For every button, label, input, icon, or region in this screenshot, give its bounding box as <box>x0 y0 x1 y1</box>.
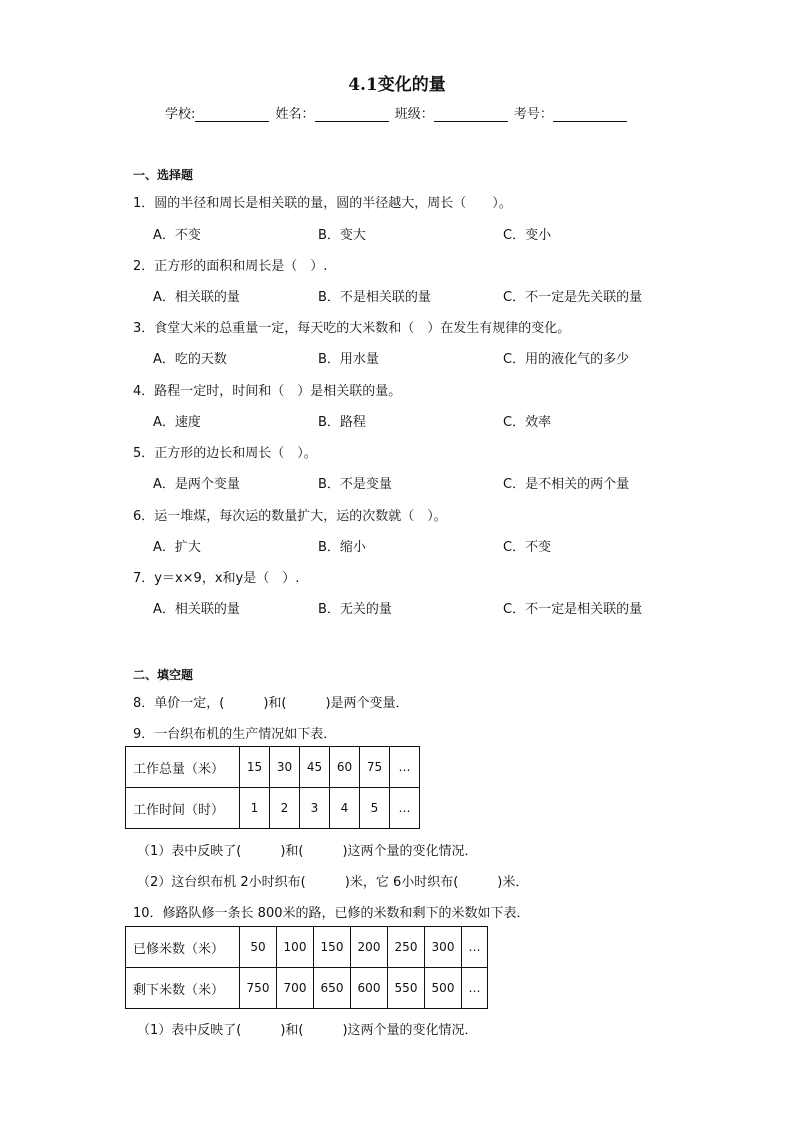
option-b: B．无关的量 <box>318 602 392 617</box>
table-cell: 30 <box>270 747 300 788</box>
option-a: A．相关联的量 <box>153 602 240 617</box>
row-header: 工作总量（米） <box>126 747 240 788</box>
table-cell: 1 <box>240 788 270 829</box>
option-b: B．缩小 <box>318 540 366 555</box>
option-a: A．不变 <box>153 228 201 243</box>
question-stem: 1．圆的半径和周长是相关联的量，圆的半径越大，周长（ ）。 <box>133 196 512 211</box>
table-cell: 5 <box>360 788 390 829</box>
question-stem: 4．路程一定时，时间和（ ）是相关联的量。 <box>133 384 402 399</box>
table-cell: 700 <box>277 968 314 1009</box>
table-row <box>126 927 488 968</box>
production-table <box>125 746 420 829</box>
page-title: 4.1变化的量 <box>348 75 446 95</box>
table-cell: 200 <box>351 927 388 968</box>
road-table <box>125 926 488 1009</box>
section-title-fill: 二、填空题 <box>133 668 194 682</box>
option-a: A．吃的天数 <box>153 352 227 367</box>
option-a: A．是两个变量 <box>153 477 240 492</box>
question-stem: 2．正方形的面积和周长是（ ）. <box>133 259 328 274</box>
table-row <box>126 788 420 829</box>
option-b: B．用水量 <box>318 352 379 367</box>
school-label: 学校: <box>165 107 196 122</box>
option-c: C．变小 <box>503 228 552 243</box>
question-9-part-2: （2）这台织布机 2小时织布( )米，它 6小时织布( )米． <box>137 875 529 890</box>
table-cell: 100 <box>277 927 314 968</box>
table-row <box>126 747 420 788</box>
option-c: C．效率 <box>503 415 552 430</box>
table-cell: 250 <box>388 927 425 968</box>
name-label: 姓名： <box>275 107 315 122</box>
question-9-part-1: （1）表中反映了( )和( )这两个量的变化情况． <box>137 844 478 859</box>
table-cell: 300 <box>425 927 462 968</box>
option-a: A．相关联的量 <box>153 290 240 305</box>
table-cell: 50 <box>240 927 277 968</box>
number-label: 考号： <box>513 107 553 122</box>
table-cell: 150 <box>314 927 351 968</box>
table-cell: … <box>390 788 420 829</box>
table-cell: 600 <box>351 968 388 1009</box>
class-blank[interactable] <box>434 109 508 122</box>
option-c: C．用的液化气的多少 <box>503 352 630 367</box>
option-b: B．变大 <box>318 228 366 243</box>
question-8: 8．单价一定，( )和( )是两个变量． <box>133 696 409 711</box>
row-header: 已修米数（米） <box>126 927 240 968</box>
option-c: C．不变 <box>503 540 552 555</box>
option-a: A．速度 <box>153 415 201 430</box>
table-cell: 60 <box>330 747 360 788</box>
question-9: 9．一台织布机的生产情况如下表． <box>133 727 337 742</box>
table-row <box>126 968 488 1009</box>
option-b: B．不是相关联的量 <box>318 290 431 305</box>
class-label: 班级： <box>394 107 434 122</box>
table-cell: 500 <box>425 968 462 1009</box>
table-cell: … <box>462 968 488 1009</box>
row-header: 剩下米数（米） <box>126 968 240 1009</box>
table-cell: … <box>462 927 488 968</box>
table-cell: 4 <box>330 788 360 829</box>
question-stem: 5．正方形的边长和周长（ ）。 <box>133 446 317 461</box>
table-cell: 45 <box>300 747 330 788</box>
school-blank[interactable] <box>195 109 269 122</box>
question-stem: 7．y＝x×9，x和y是（ ）. <box>133 571 300 586</box>
option-c: C．不一定是先关联的量 <box>503 290 643 305</box>
question-10-part-1: （1）表中反映了( )和( )这两个量的变化情况． <box>137 1023 478 1038</box>
question-stem: 6．运一堆煤，每次运的数量扩大，运的次数就（ ）。 <box>133 509 447 524</box>
table-cell: … <box>390 747 420 788</box>
name-blank[interactable] <box>315 109 389 122</box>
student-info-line <box>165 103 629 122</box>
option-c: C．不一定是相关联的量 <box>503 602 643 617</box>
option-b: B．不是变量 <box>318 477 392 492</box>
option-b: B．路程 <box>318 415 366 430</box>
table-cell: 2 <box>270 788 300 829</box>
question-stem: 3．食堂大米的总重量一定，每天吃的大米数和（ ）在发生有规律的变化。 <box>133 321 571 336</box>
table-cell: 550 <box>388 968 425 1009</box>
table-cell: 75 <box>360 747 390 788</box>
question-10: 10．修路队修一条长 800米的路，已修的米数和剩下的米数如下表． <box>133 906 530 921</box>
option-c: C．是不相关的两个量 <box>503 477 630 492</box>
number-blank[interactable] <box>553 109 627 122</box>
table-cell: 3 <box>300 788 330 829</box>
option-a: A．扩大 <box>153 540 201 555</box>
section-title-choice: 一、选择题 <box>133 168 194 182</box>
row-header: 工作时间（时） <box>126 788 240 829</box>
table-cell: 15 <box>240 747 270 788</box>
table-cell: 750 <box>240 968 277 1009</box>
table-cell: 650 <box>314 968 351 1009</box>
